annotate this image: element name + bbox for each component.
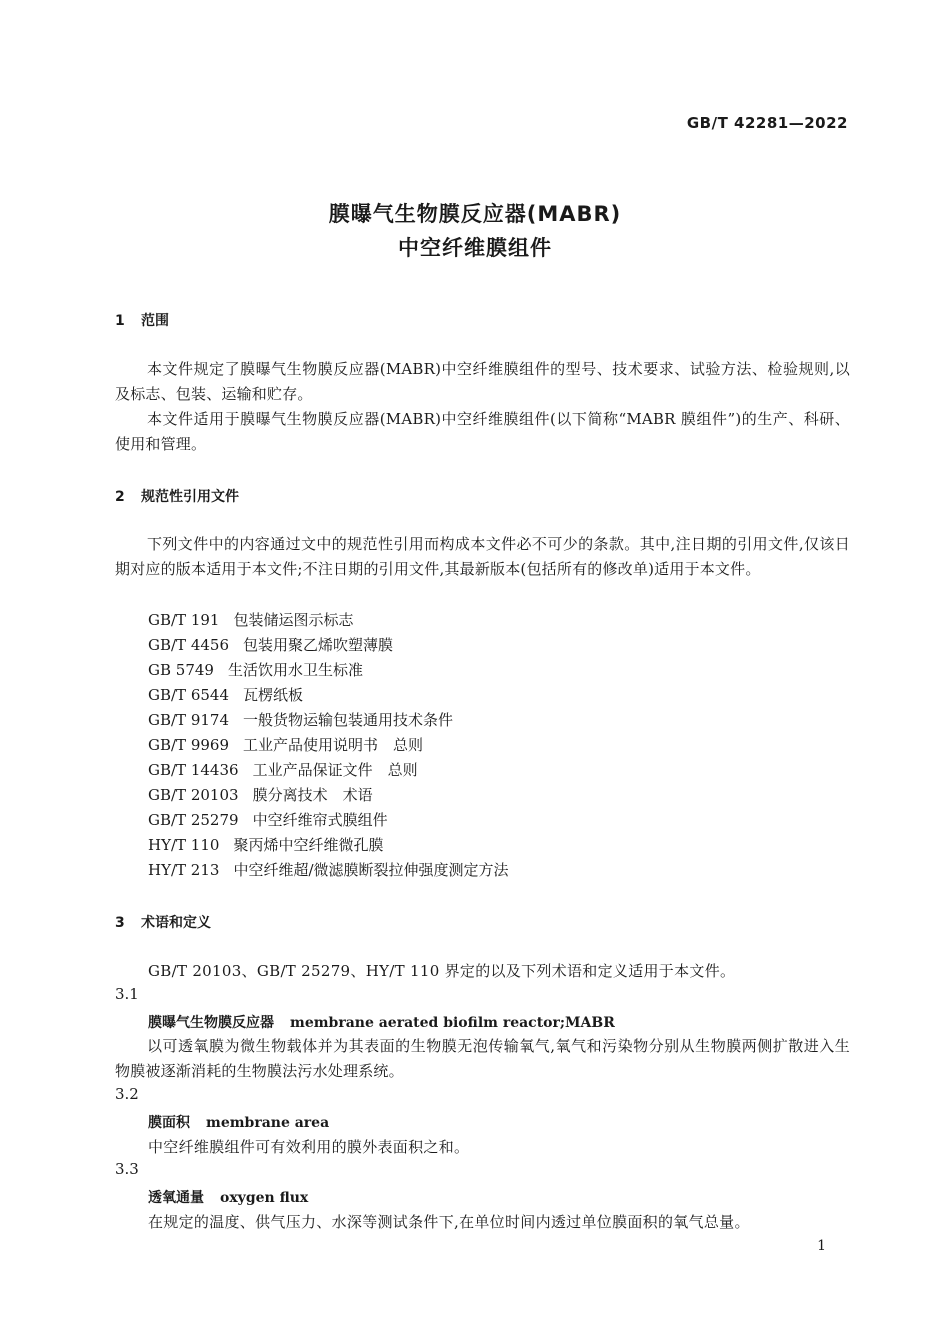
reference-item — [148, 759, 418, 780]
term-definition: 中空纤维膜组件可有效利用的膜外表面积之和。 — [148, 1138, 470, 1156]
page-number: 1 — [817, 1238, 826, 1254]
reference-title: 工业产品使用说明书 总则 — [243, 736, 424, 754]
term-zh: 膜面积 — [148, 1115, 190, 1131]
reference-item — [148, 834, 383, 855]
reference-item — [148, 609, 353, 630]
section-number: 2 — [115, 489, 125, 505]
reference-code: HY/T 213 — [148, 861, 220, 879]
section-title: 术语和定义 — [141, 915, 211, 931]
section-2-heading — [115, 486, 239, 506]
reference-item — [148, 634, 393, 655]
section-1-heading — [115, 310, 169, 330]
section-number: 1 — [115, 313, 125, 329]
reference-item — [148, 784, 373, 805]
reference-code: GB/T 9969 — [148, 736, 230, 754]
reference-code: HY/T 110 — [148, 836, 220, 854]
reference-title: 包装用聚乙烯吹塑薄膜 — [243, 636, 394, 654]
section-1-paragraph-1: 本文件规定了膜曝气生物膜反应器(MABR)中空纤维膜组件的型号、技术要求、试验方法、检验规则,以及标志、包装、运输和贮存。 — [115, 360, 850, 403]
reference-item — [148, 734, 423, 755]
standard-code: GB/T 42281—2022 — [686, 114, 848, 132]
reference-code: GB/T 4456 — [148, 636, 230, 654]
reference-code: GB/T 9174 — [148, 711, 230, 729]
section-title: 规范性引用文件 — [141, 489, 239, 505]
reference-title: 膜分离技术 术语 — [252, 786, 373, 804]
reference-code: GB/T 25279 — [148, 811, 239, 829]
reference-title: 一般货物运输包装通用技术条件 — [243, 711, 454, 729]
term-en: membrane aerated biofilm reactor;MABR — [290, 1015, 615, 1031]
reference-title: 聚丙烯中空纤维微孔膜 — [233, 836, 384, 854]
reference-code: GB/T 191 — [148, 611, 220, 629]
reference-title: 工业产品保证文件 总则 — [252, 761, 418, 779]
section-number: 3 — [115, 915, 125, 931]
section-2-paragraph-1: 下列文件中的内容通过文中的规范性引用而构成本文件必不可少的条款。其中,注日期的引用文件,仅该日期对应的版本适用于本文件;不注日期的引用文件,其最新版本(包括所有的修改单)适用于本文件。 — [115, 535, 850, 578]
reference-item — [148, 859, 509, 880]
reference-item — [148, 809, 388, 830]
term-definition: 在规定的温度、供气压力、水深等测试条件下,在单位时间内透过单位膜面积的氧气总量。 — [148, 1213, 750, 1231]
section-1-paragraph-2: 本文件适用于膜曝气生物膜反应器(MABR)中空纤维膜组件(以下简称“MABR 膜组件”)的生产、科研、使用和管理。 — [115, 410, 850, 453]
term-en: oxygen flux — [220, 1190, 309, 1206]
term-en: membrane area — [206, 1115, 330, 1131]
section-3-heading — [115, 912, 211, 932]
section-title: 范围 — [141, 313, 169, 329]
section-3-intro: GB/T 20103、GB/T 25279、HY/T 110 界定的以及下列术语和定义适用于本文件。 — [148, 962, 736, 980]
reference-title: 生活饮用水卫生标准 — [227, 661, 363, 679]
document-title-line1: 膜曝气生物膜反应器(MABR) — [328, 202, 622, 226]
clause-number: 3.2 — [115, 1085, 139, 1103]
term-zh: 透氧通量 — [148, 1190, 204, 1206]
reference-item — [148, 709, 453, 730]
term-definition: 以可透氧膜为微生物载体并为其表面的生物膜无泡传输氧气,氧气和污染物分别从生物膜两侧扩散进入生物膜被逐渐消耗的生物膜法污水处理系统。 — [115, 1037, 850, 1080]
term-zh: 膜曝气生物膜反应器 — [148, 1015, 274, 1031]
reference-item — [148, 684, 303, 705]
reference-code: GB/T 14436 — [148, 761, 239, 779]
reference-title: 中空纤维超/微滤膜断裂拉伸强度测定方法 — [233, 861, 509, 879]
clause-number: 3.1 — [115, 985, 139, 1003]
clause-number: 3.3 — [115, 1160, 139, 1178]
reference-code: GB 5749 — [148, 661, 214, 679]
reference-title: 包装储运图示标志 — [233, 611, 354, 629]
reference-title: 中空纤维帘式膜组件 — [252, 811, 388, 829]
term-entry — [148, 1187, 308, 1207]
reference-code: GB/T 20103 — [148, 786, 239, 804]
reference-item — [148, 659, 363, 680]
document-title-line2: 中空纤维膜组件 — [398, 236, 552, 260]
reference-title: 瓦楞纸板 — [243, 686, 304, 704]
term-entry — [148, 1112, 329, 1132]
term-entry — [148, 1012, 615, 1032]
reference-code: GB/T 6544 — [148, 686, 230, 704]
